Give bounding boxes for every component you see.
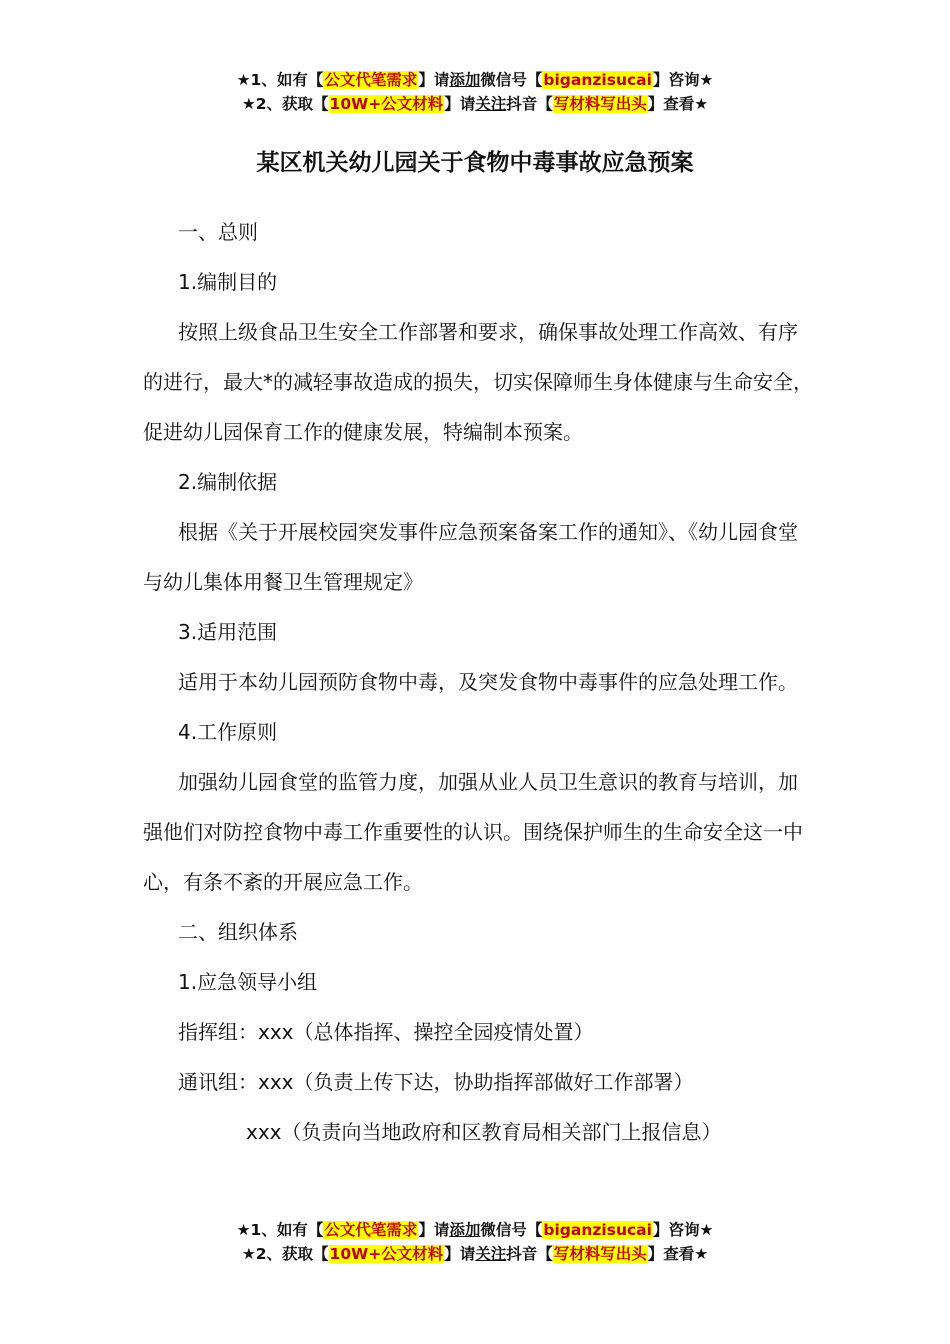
banner-line-1 [0,1218,950,1242]
banner-text: 】咨询★ [652,1221,714,1239]
body-paragraph: 适用于本幼儿园预防食物中毒，及突发食物中毒事件的应急处理工作。 [178,670,798,694]
banner-highlight: 10W+公文材料 [329,95,444,113]
banner-line-2 [0,92,950,116]
banner-highlight: biganzisucai [543,1221,652,1239]
banner-text: ★2、获取【 [241,1245,329,1263]
banner-highlight: 10W+公文材料 [329,1245,444,1263]
footer-banner [0,1218,950,1266]
banner-underline: 关注 [475,95,507,113]
banner-highlight: biganzisucai [543,71,652,89]
banner-line-1 [0,68,950,92]
banner-text: ★1、如有【 [236,1221,324,1239]
banner-text: 抖音【 [506,1245,553,1263]
section-heading: 二、组织体系 [178,920,298,944]
list-item: 指挥组：xxx（总体指挥、操控全园疫情处置） [178,1020,594,1044]
header-banner [0,68,950,116]
subsection-heading: 1.编制目的 [178,270,278,294]
list-item: xxx（负责向当地政府和区教育局相关部门上报信息） [246,1120,722,1144]
subsection-heading: 2.编制依据 [178,470,278,494]
body-paragraph: 根据《关于开展校园突发事件应急预案备案工作的通知》、《幼儿园食堂与幼儿集体用餐卫生管理规定》 [143,520,798,594]
banner-text: ★2、获取【 [241,95,329,113]
banner-text: 】查看★ [647,1245,709,1263]
document-body [143,207,815,1157]
banner-highlight: 写材料写出头 [553,95,647,113]
subsection-heading: 1.应急领导小组 [178,970,318,994]
subsection-heading: 3.适用范围 [178,620,278,644]
section-heading: 一、总则 [178,220,258,244]
banner-text: 】请 [444,95,476,113]
banner-text: 】咨询★ [652,71,714,89]
banner-text: 抖音【 [506,95,553,113]
banner-text: 】请 [418,1221,450,1239]
banner-text: 微信号【 [480,1221,543,1239]
banner-text: 】请 [418,71,450,89]
banner-text: 】请 [444,1245,476,1263]
banner-text: ★1、如有【 [236,71,324,89]
body-paragraph: 按照上级食品卫生安全工作部署和要求，确保事故处理工作高效、有序的进行，最大*的减轻事故造成的损失，切实保障师生身体健康与生命安全，促进幼儿园保育工作的健康发展，特编制本预案。 [143,320,813,444]
body-paragraph: 加强幼儿园食堂的监管力度，加强从业人员卫生意识的教育与培训，加强他们对防控食物中毒工作重要性的认识。围绕保护师生的生命安全这一中心，有条不紊的开展应急工作。 [143,770,803,894]
list-item: 通讯组：xxx（负责上传下达，协助指挥部做好工作部署） [178,1070,694,1094]
banner-underline: 添加 [449,71,481,89]
banner-highlight: 写材料写出头 [553,1245,647,1263]
banner-underline: 关注 [475,1245,507,1263]
banner-text: 微信号【 [480,71,543,89]
banner-highlight: 公文代笔需求 [324,1221,418,1239]
banner-line-2 [0,1242,950,1266]
banner-underline: 添加 [449,1221,481,1239]
document-title: 某区机关幼儿园关于食物中毒事故应急预案 [256,150,694,176]
subsection-heading: 4.工作原则 [178,720,278,744]
banner-text: 】查看★ [647,95,709,113]
banner-highlight: 公文代笔需求 [324,71,418,89]
